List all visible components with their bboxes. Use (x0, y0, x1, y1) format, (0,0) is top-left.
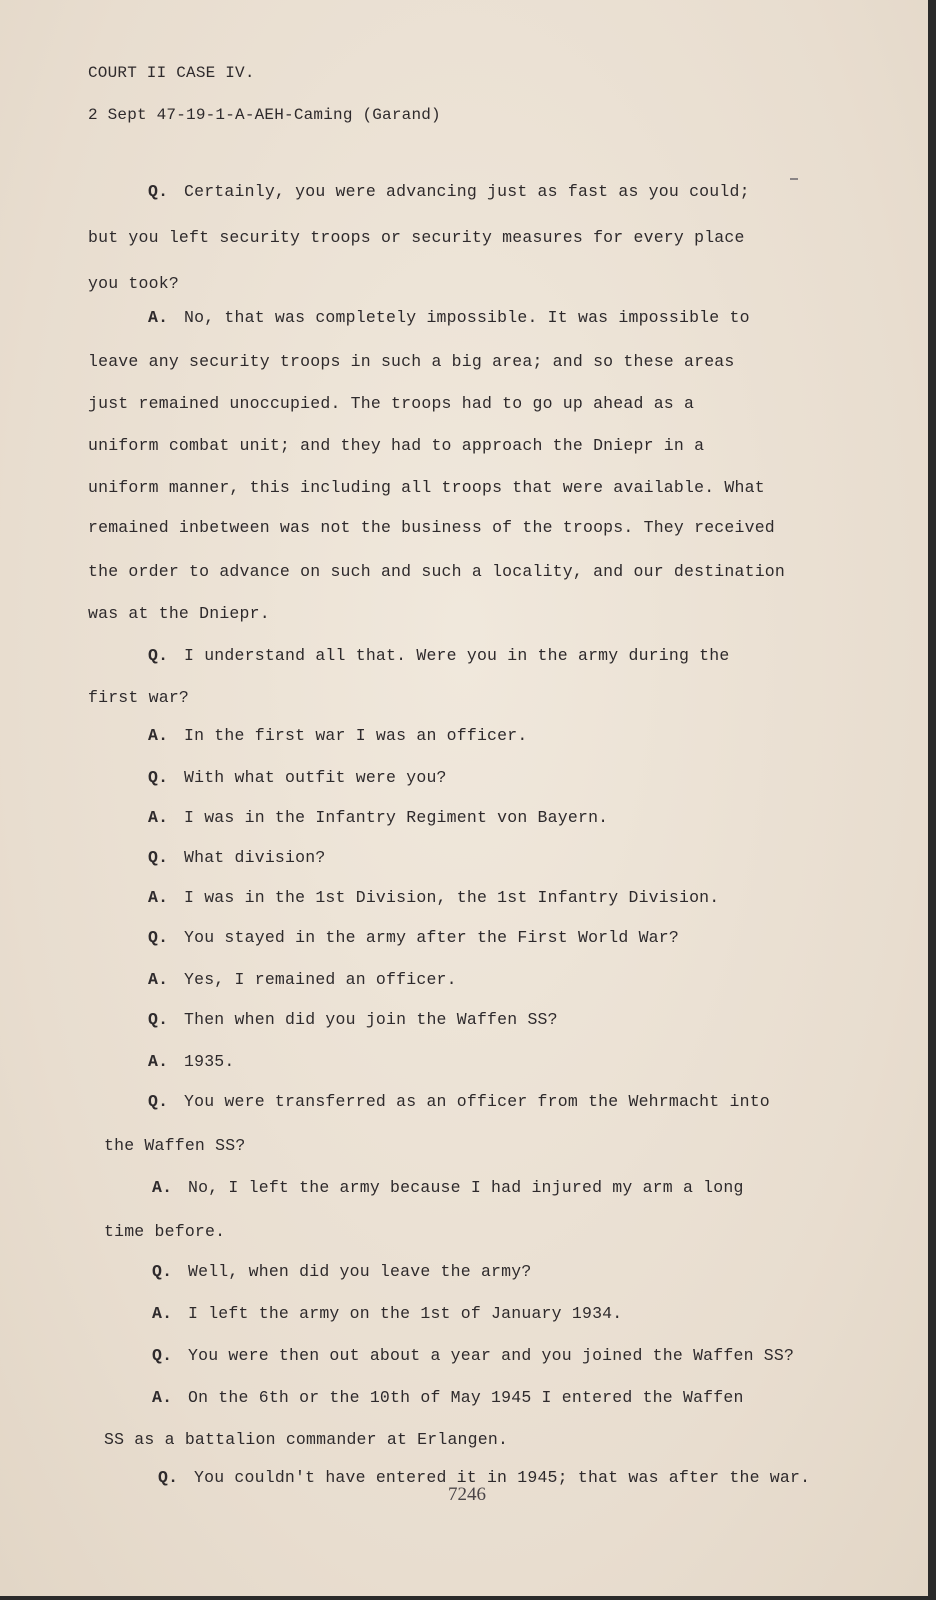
speaker-answer: A. (152, 1388, 173, 1407)
transcript-line: Q. You were then out about a year and you joined the Waffen SS? (152, 1346, 795, 1365)
speaker-question: Q. (148, 182, 169, 201)
transcript-line: A. I left the army on the 1st of January 1934. (152, 1304, 623, 1323)
page-number: 7246 (448, 1484, 486, 1505)
transcript-line: A. I was in the 1st Division, the 1st Infantry Division. (148, 888, 720, 907)
transcript-line: was at the Dniepr. (88, 604, 270, 623)
transcript-line: the order to advance on such and such a locality, and our destination (88, 562, 786, 581)
transcript-line: time before. (104, 1222, 226, 1241)
transcript-line: Q. What division? (148, 848, 326, 867)
transcript-line: A. No, that was completely impossible. It was impossible to (148, 308, 750, 327)
transcript-line: just remained unoccupied. The troops had to go up ahead as a (88, 394, 695, 413)
transcript-line: Q. With what outfit were you? (148, 768, 447, 787)
speaker-question: Q. (148, 768, 169, 787)
speaker-answer: A. (148, 1052, 169, 1071)
speaker-answer: A. (148, 808, 169, 827)
speaker-question: Q. (152, 1346, 173, 1365)
transcript-line: Q. Then when did you join the Waffen SS? (148, 1010, 558, 1029)
transcript-line: A. In the first war I was an officer. (148, 726, 528, 745)
speaker-question: Q. (158, 1468, 179, 1487)
speaker-question: Q. (148, 1010, 169, 1029)
case-header: COURT II CASE IV. (88, 64, 255, 82)
date-reference: 2 Sept 47-19-1-A-AEH-Caming (Garand) (88, 106, 441, 124)
speaker-answer: A. (148, 308, 169, 327)
speaker-question: Q. (148, 1092, 169, 1111)
transcript-line: uniform manner, this including all troops that were available. What (88, 478, 765, 497)
transcript-line: you took? (88, 274, 179, 293)
speaker-question: Q. (148, 848, 169, 867)
transcript-line: remained inbetween was not the business of the troops. They received (88, 518, 775, 537)
speaker-answer: A. (148, 970, 169, 989)
transcript-line: but you left security troops or security measures for every place (88, 228, 745, 247)
transcript-line: A. No, I left the army because I had injured my arm a long (152, 1178, 744, 1197)
transcript-line: Q. Well, when did you leave the army? (152, 1262, 532, 1281)
transcript-line: A. Yes, I remained an officer. (148, 970, 457, 989)
transcript-line: first war? (88, 688, 190, 707)
transcript-line: Q. I understand all that. Were you in the army during the (148, 646, 730, 665)
transcript-line: A. I was in the Infantry Regiment von Bayern. (148, 808, 609, 827)
speaker-answer: A. (152, 1178, 173, 1197)
speaker-answer: A. (148, 726, 169, 745)
speaker-question: Q. (152, 1262, 173, 1281)
transcript-line: SS as a battalion commander at Erlangen. (104, 1430, 509, 1449)
speaker-question: Q. (148, 646, 169, 665)
transcript-line: the Waffen SS? (104, 1136, 246, 1155)
transcript-line: Q. You couldn't have entered it in 1945; that was after the war. (158, 1468, 811, 1487)
transcript-line: Q. You stayed in the army after the First World War? (148, 928, 679, 947)
transcript-line: uniform combat unit; and they had to approach the Dniepr in a (88, 436, 705, 455)
transcript-line: A. 1935. (148, 1052, 235, 1071)
speaker-question: Q. (148, 928, 169, 947)
transcript-line: Q. Certainly, you were advancing just as fast as you could; (148, 182, 750, 201)
speaker-answer: A. (152, 1304, 173, 1323)
ink-mark (790, 178, 798, 180)
transcript-line: Q. You were transferred as an officer from the Wehrmacht into (148, 1092, 770, 1111)
transcript-line: leave any security troops in such a big area; and so these areas (88, 352, 735, 371)
speaker-answer: A. (148, 888, 169, 907)
transcript-line: A. On the 6th or the 10th of May 1945 I entered the Waffen (152, 1388, 744, 1407)
